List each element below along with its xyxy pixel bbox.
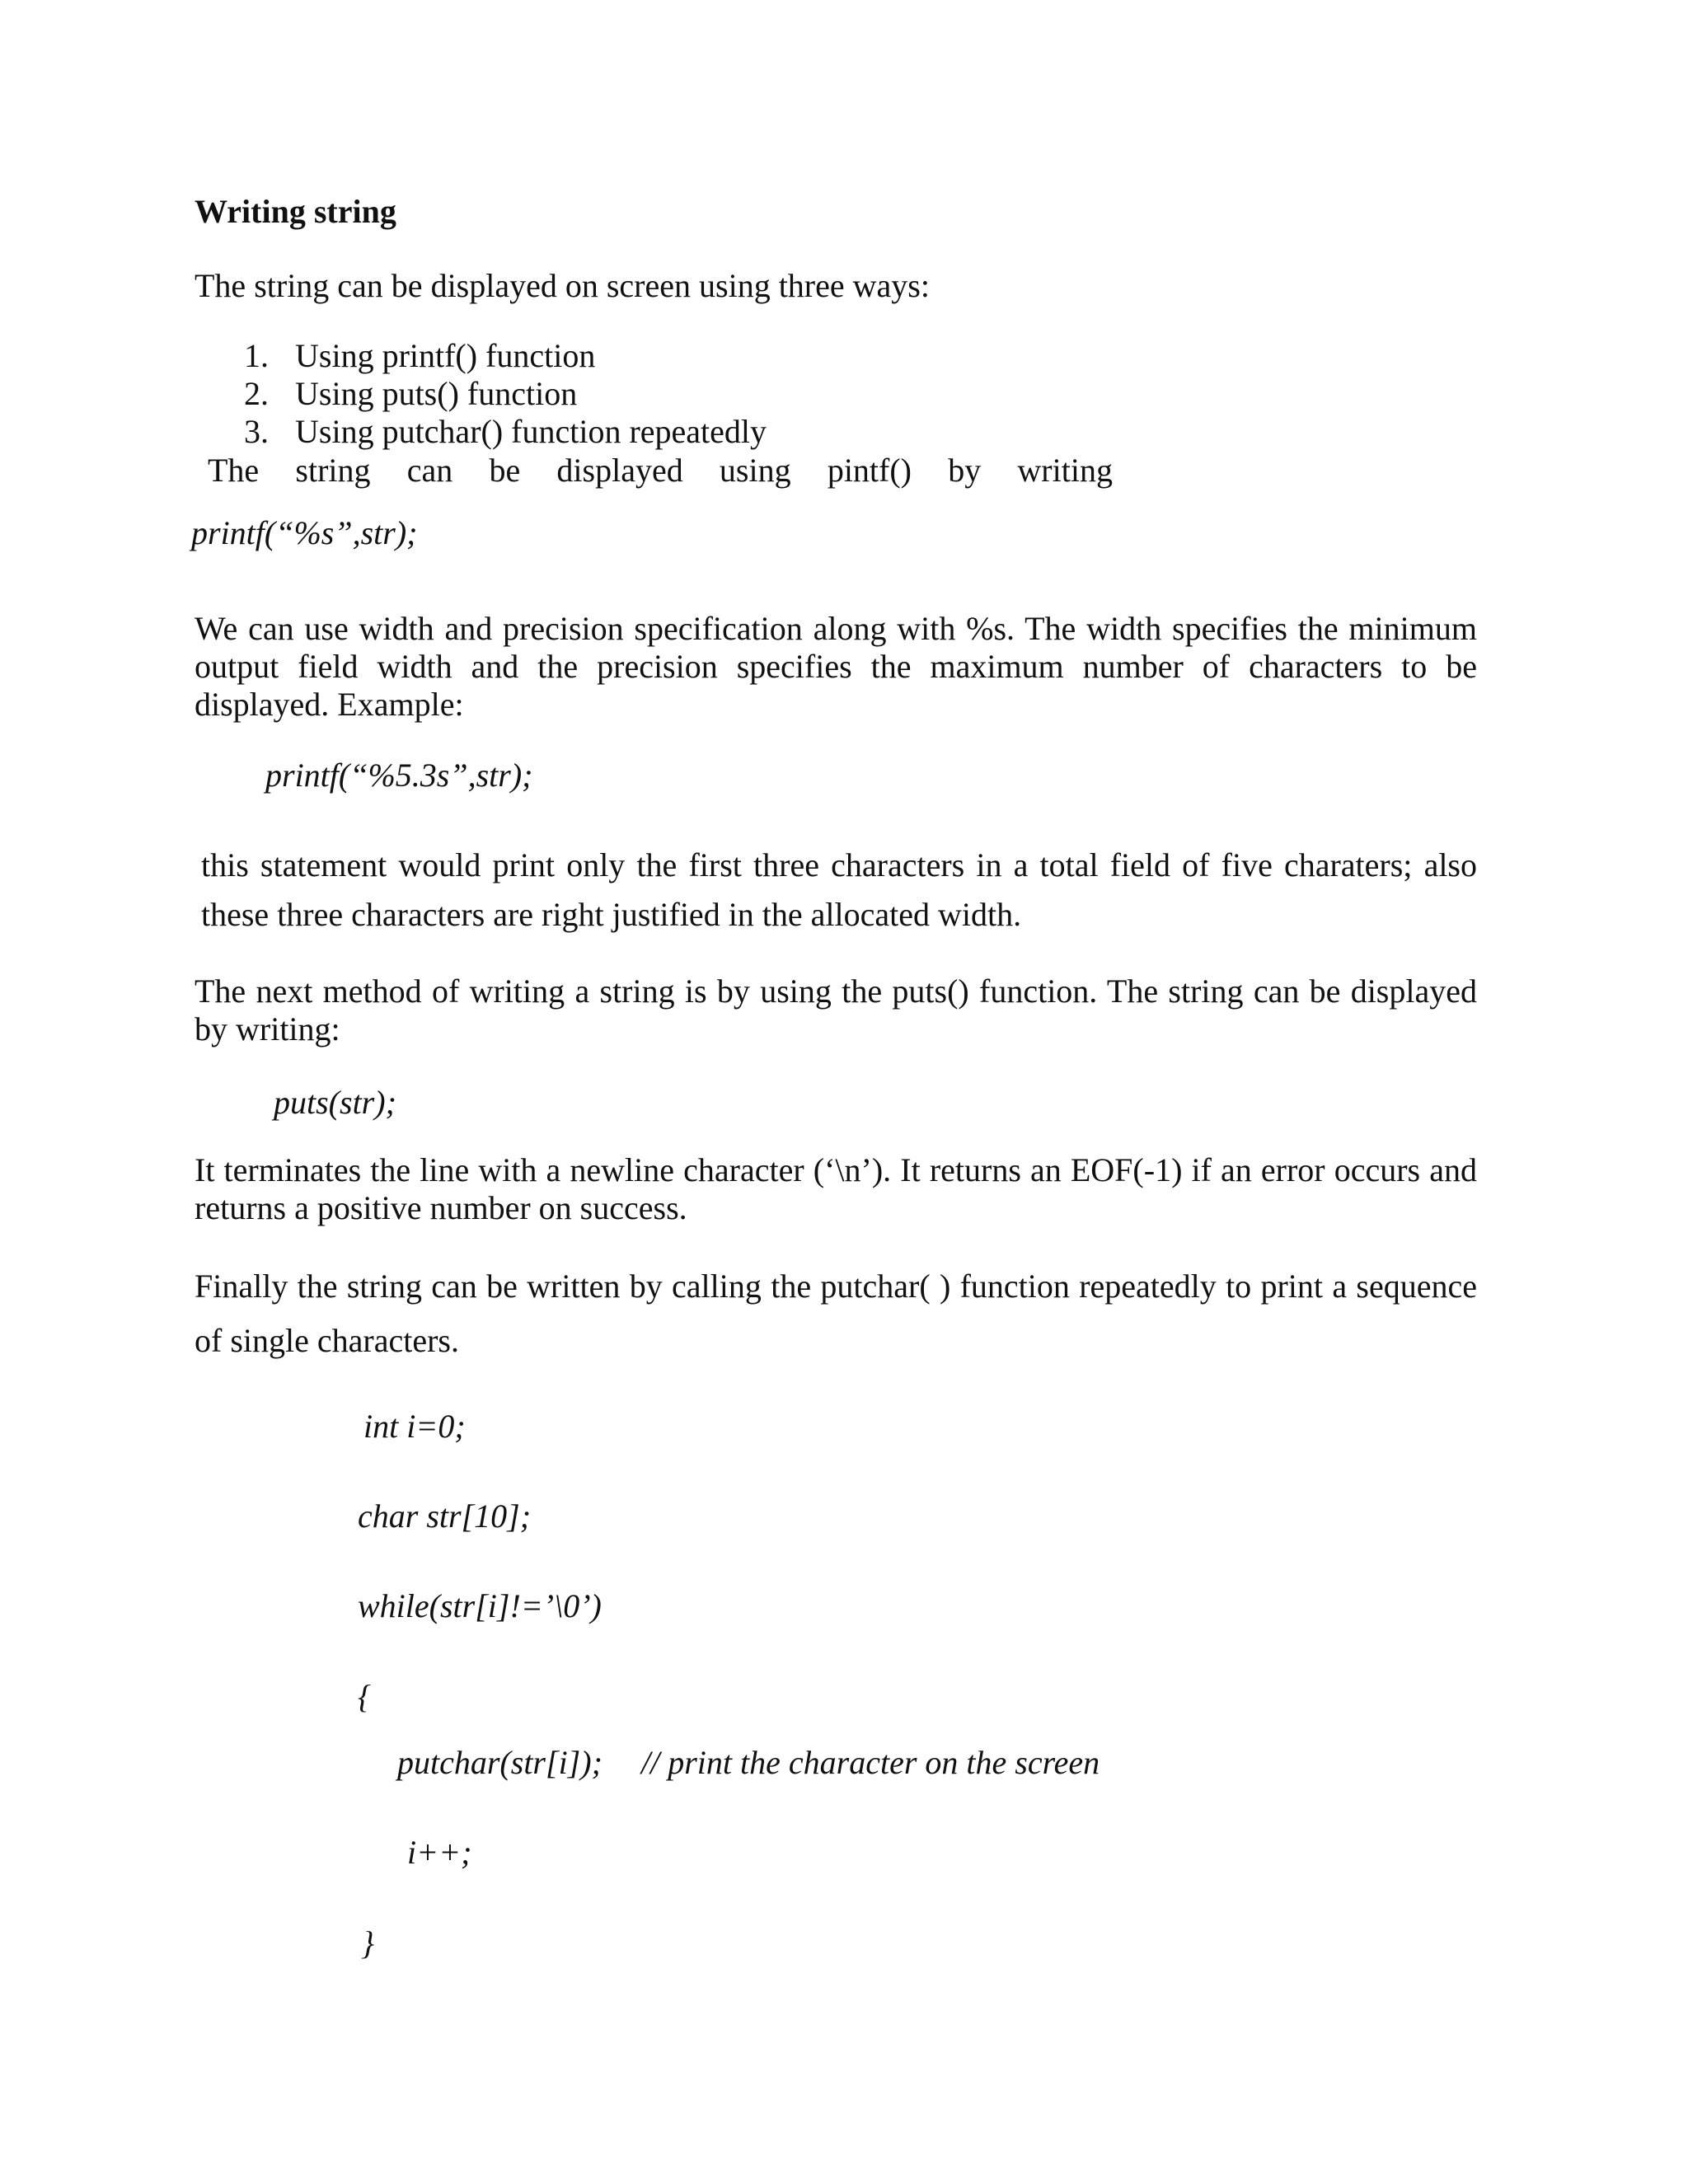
width-precision-paragraph: We can use width and precision specification along with %s. The width specifies the minimum output field width and the precision specifies the maximum number of characters to be displayed. Example: xyxy=(195,610,1477,723)
code-line: { xyxy=(358,1678,371,1715)
code-line: int i=0; xyxy=(363,1408,466,1445)
list-item: 1. Using printf() function xyxy=(244,337,596,374)
terminates-paragraph: It terminates the line with a newline character (‘\n’). It returns an EOF(-1) if an error occurs and returns a positive number on success. xyxy=(195,1151,1477,1226)
puts-code: puts(str); xyxy=(274,1084,396,1121)
puts-paragraph: The next method of writing a string is by using the puts() function. The string can be displayed by writing: xyxy=(195,972,1477,1047)
section-heading: Writing string xyxy=(195,193,396,230)
code-line: i++; xyxy=(407,1834,472,1871)
list-item: 2. Using puts() function xyxy=(244,375,578,412)
code-line: while(str[i]!=’\0’) xyxy=(358,1587,602,1624)
printf-intro-line: The string can be displayed using pintf() by writing xyxy=(208,452,1113,489)
code-line: putchar(str[i]); xyxy=(397,1744,603,1781)
code-comment: // print the character on the screen xyxy=(641,1744,1100,1781)
statement-paragraph: this statement would print only the first three characters in a total field of five charaters; also these three characters are right justified in the allocated width. xyxy=(201,846,1477,933)
code-line: } xyxy=(361,1924,374,1961)
intro-paragraph: The string can be displayed on screen using three ways: xyxy=(195,267,930,304)
methods-list xyxy=(244,337,767,451)
putchar-paragraph: Finally the string can be written by calling the putchar( ) function repeatedly to print a sequence of single characters. xyxy=(195,1268,1477,1359)
list-item: 3. Using putchar() function repeatedly xyxy=(244,413,767,450)
printf-code: printf(“%s”,str); xyxy=(191,514,418,551)
code-line: char str[10]; xyxy=(358,1497,532,1535)
printf-width-code: printf(“%5.3s”,str); xyxy=(265,757,533,794)
